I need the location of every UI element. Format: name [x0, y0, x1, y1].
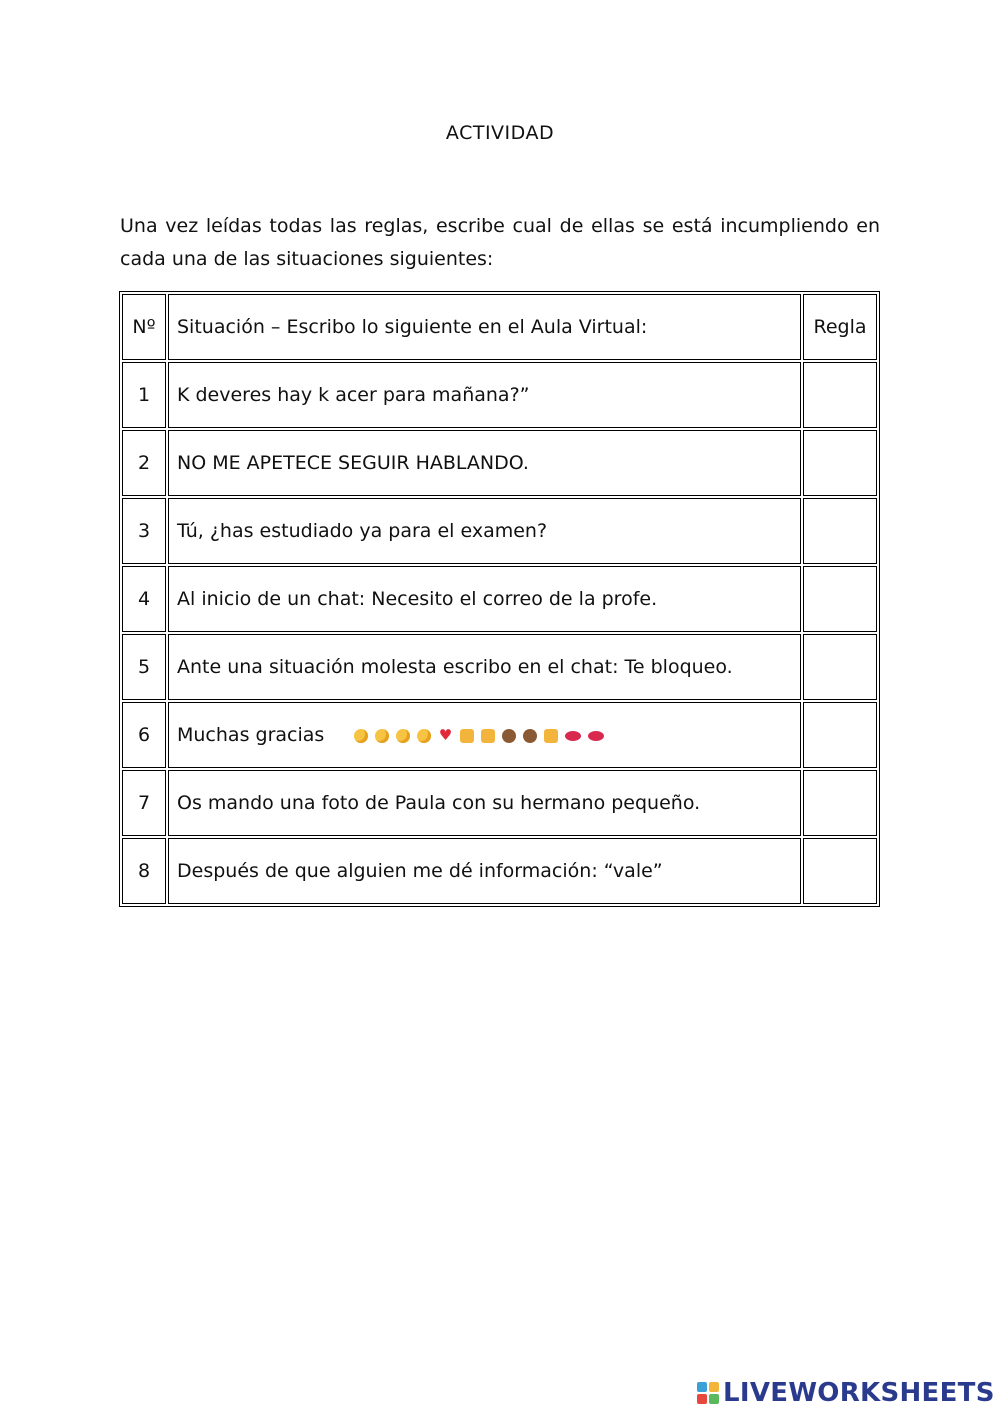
row-situation: NO ME APETECE SEGUIR HABLANDO. — [168, 430, 801, 496]
rule-answer-cell[interactable] — [803, 362, 877, 428]
thumbs-up-icon — [460, 729, 474, 743]
header-situation: Situación – Escribo lo siguiente en el Aula Virtual: — [168, 294, 801, 360]
lips-icon — [588, 731, 604, 741]
liveworksheets-logo — [697, 1378, 995, 1408]
activity-table — [119, 291, 880, 907]
row-number: 3 — [122, 498, 166, 564]
header-rule: Regla — [803, 294, 877, 360]
kiss-face-icon — [354, 729, 368, 743]
row-number: 4 — [122, 566, 166, 632]
row-situation-text: Muchas gracias — [177, 723, 325, 746]
emoji-strip — [354, 724, 605, 746]
kiss-face-icon — [396, 729, 410, 743]
kiss-face-icon — [375, 729, 389, 743]
table-row — [122, 838, 877, 904]
logo-mark-icon — [697, 1382, 719, 1404]
lips-icon — [565, 731, 581, 741]
header-number: Nº — [122, 294, 166, 360]
rule-answer-cell[interactable] — [803, 634, 877, 700]
instructions-paragraph: Una vez leídas todas las reglas, escribe cual de ellas se está incumpliendo en cada una de las situaciones siguientes: — [120, 215, 880, 270]
row-situation: Os mando una foto de Paula con su hermano pequeño. — [168, 770, 801, 836]
rule-answer-cell[interactable] — [803, 498, 877, 564]
row-number: 8 — [122, 838, 166, 904]
row-situation: K deveres hay k acer para mañana?” — [168, 362, 801, 428]
row-situation: Tú, ¿has estudiado ya para el examen? — [168, 498, 801, 564]
table-row — [122, 634, 877, 700]
table-row — [122, 430, 877, 496]
table-row — [122, 362, 877, 428]
ok-hand-icon — [502, 729, 516, 743]
row-number: 5 — [122, 634, 166, 700]
thumbs-up-icon — [481, 729, 495, 743]
row-situation-with-emojis — [168, 702, 801, 768]
table-header-row — [122, 294, 877, 360]
heart-eyes-face-icon — [417, 729, 431, 743]
rule-answer-cell[interactable] — [803, 702, 877, 768]
rule-answer-cell[interactable] — [803, 770, 877, 836]
flexed-biceps-icon — [544, 729, 558, 743]
logo-text: LIVEWORKSHEETS — [723, 1378, 995, 1408]
row-situation: Después de que alguien me dé información: “vale” — [168, 838, 801, 904]
row-situation: Al inicio de un chat: Necesito el correo de la profe. — [168, 566, 801, 632]
row-number: 7 — [122, 770, 166, 836]
ok-hand-icon — [523, 729, 537, 743]
row-situation: Ante una situación molesta escribo en el chat: Te bloqueo. — [168, 634, 801, 700]
rule-answer-cell[interactable] — [803, 566, 877, 632]
page-title: ACTIVIDAD — [445, 122, 555, 144]
rule-answer-cell[interactable] — [803, 430, 877, 496]
row-number: 6 — [122, 702, 166, 768]
table-row — [122, 770, 877, 836]
red-heart-icon: ♥ — [438, 726, 453, 745]
row-number: 1 — [122, 362, 166, 428]
rule-answer-cell[interactable] — [803, 838, 877, 904]
table-row — [122, 498, 877, 564]
table-row — [122, 702, 877, 768]
table-row — [122, 566, 877, 632]
row-number: 2 — [122, 430, 166, 496]
